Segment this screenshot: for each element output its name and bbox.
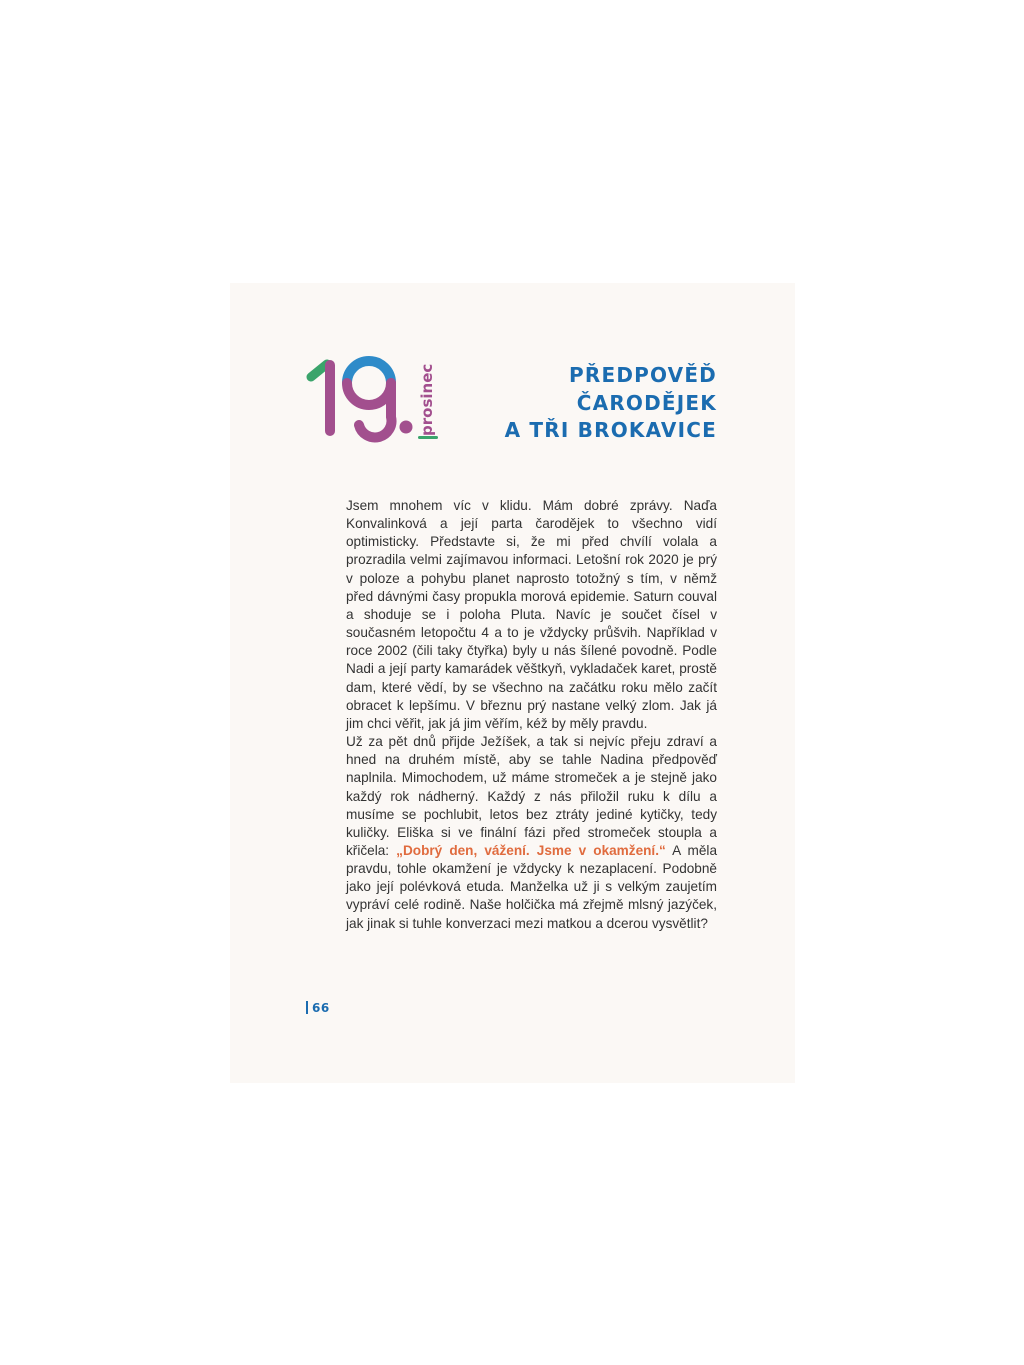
chapter-body	[346, 497, 717, 933]
digit-nine-tail	[359, 383, 391, 437]
date-period-dot	[400, 421, 413, 434]
chapter-title	[417, 362, 717, 445]
body-paragraph-1: Jsem mnohem víc v klidu. Mám dobré zprávy. Naďa Konvalinková a její parta čarodějek to všechno vidí optimisticky. Představte si, že mi před chvílí volala a prozradila velmi zajímavou informaci. Letošní rok 2020 je prý v poloze a pohybu planet naprosto totožný s tím, v němž před dávnými časy propukla morová epidemie. Saturn couval a shoduje se i poloha Pluta. Navíc je součet čísel v současném letopočtu 4 a to je vždycky průšvih. Například v roce 2002 (čili taky čtyřka) byly u nás šílené povodně. Podle Nadi a její party kamarádek věštkyň, vykladaček karet, prostě dam, které vědí, by se všechno na začátku roku mělo začít obracet k lepšímu. V březnu prý nastane velký zlom. Jak já jim chci věřit, jak já jim věřím, kéž by měly pravdu.	[346, 498, 717, 731]
date-month-text: prosinec	[418, 363, 436, 436]
digit-one-stroke-top	[311, 364, 327, 377]
digit-nine-bowl-bottom	[347, 383, 391, 405]
digit-nine-bowl-top	[347, 361, 391, 383]
body-paragraph-2	[346, 733, 717, 933]
book-page	[230, 283, 795, 1083]
page-number	[306, 1001, 330, 1015]
highlighted-quote: „Dobrý den, vážení. Jsme v okamžení.“	[396, 842, 666, 858]
body-paragraph-2-start: Už za pět dnů přijde Ježíšek, a tak si nejvíc přeju zdraví a hned na druhém místě, aby se tahle Nadina předpověď naplnila. Mimochodem, už máme stromeček a je stejně jako každý rok nádherný. Každý z nás přiložil ruku k dílu a musíme se pochlubit, letos bez ztráty jediné kytičky, tedy kuličky. Eliška si ve finální fázi před stromeček stoupla a křičela:	[346, 734, 717, 858]
page-number-bar	[306, 1001, 308, 1014]
chapter-title-line-1: PŘEDPOVĚĎ	[569, 363, 717, 387]
body-paragraph-2-end: A měla pravdu, tohle okamžení je vždycky k nezaplacení. Podobně jako její polévková etuda. Manželka už ji s velkým zaujetím vypráví celé rodině. Naše holčička má zřejmě mlsný jazýček, jak jinak si tuhle konverzaci mezi matkou a dcerou vysvětlit?	[346, 842, 717, 931]
page-number-value: 66	[312, 1001, 330, 1015]
chapter-title-line-2: ČARODĚJEK	[576, 390, 717, 415]
chapter-title-line-3: A TŘI BROKAVICE	[504, 418, 717, 442]
